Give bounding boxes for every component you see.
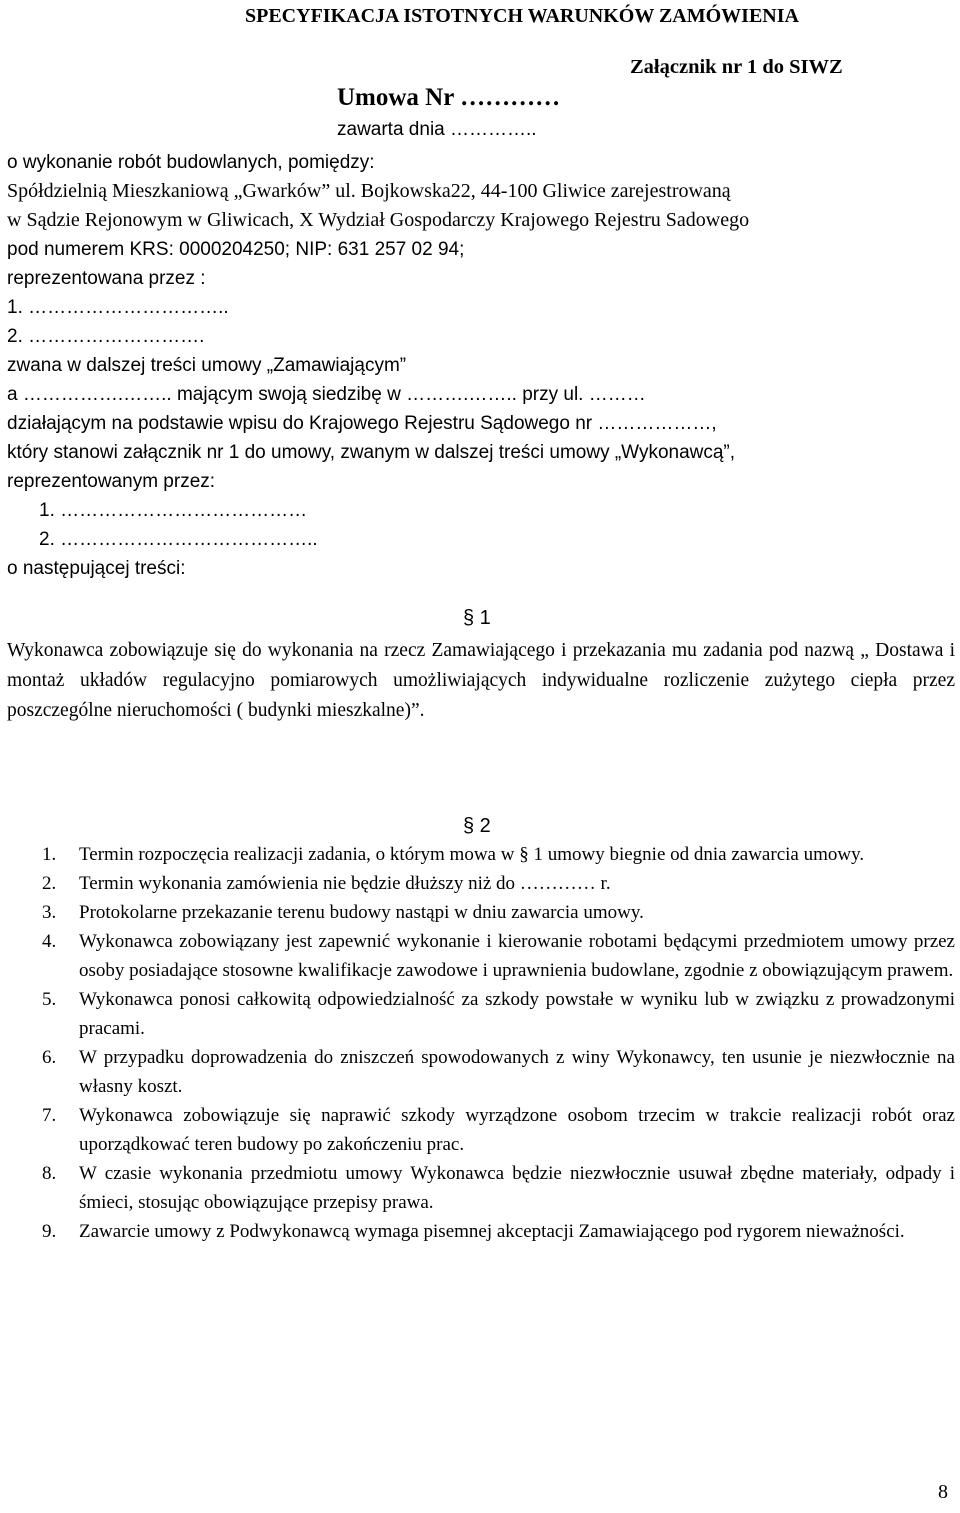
list-item (7, 1217, 955, 1246)
list-item-text: W czasie wykonania przedmiotu umowy Wykonawca będzie niezwłocznie usuwał zbędne materiały, odpady i śmieci, stosując obowiązujące przepisy prawa. (79, 1163, 955, 1213)
contractor-representative-2: 2. ………………………………….. (39, 529, 318, 550)
list-item (7, 1159, 955, 1217)
list-item-number: 5. (42, 989, 57, 1010)
list-item (7, 869, 955, 898)
list-item-number: 6. (42, 1047, 57, 1068)
employer-line-3: pod numerem KRS: 0000204250; NIP: 631 257 02 94; (7, 239, 465, 260)
list-item (7, 840, 955, 869)
list-item-text: Zawarcie umowy z Podwykonawcą wymaga pisemnej akceptacji Zamawiającego pod rygorem nieważności. (79, 1221, 905, 1242)
list-item (7, 898, 955, 927)
contractor-representative-1: 1. ………………………………… (39, 500, 308, 521)
list-item-number: 2. (42, 873, 57, 894)
represented-by: reprezentowana przez : (7, 268, 206, 289)
list-item-number: 4. (42, 931, 57, 952)
section-2-mark: § 2 (463, 815, 491, 837)
list-item-text: Termin rozpoczęcia realizacji zadania, o którym mowa w § 1 umowy biegnie od dnia zawarcia umowy. (79, 844, 865, 865)
list-item-number: 3. (42, 902, 57, 923)
contract-number: Umowa Nr ………… (337, 84, 561, 111)
contractor-line-2: działającym na podstawie wpisu do Krajowego Rejestru Sądowego nr ………………, (7, 413, 717, 434)
list-item-text: Wykonawca zobowiązany jest zapewnić wykonanie i kierowanie robotami będącymi przedmiotem umowy przez osoby posiadające stosowne kwalifikacje zawodowe i uprawnienia budowlane, zgodnie z obowiązującym prawem. (79, 931, 955, 981)
list-item-number: 8. (42, 1163, 57, 1184)
representative-1: 1. ………………………….. (7, 297, 229, 318)
list-item-text: Wykonawca ponosi całkowitą odpowiedzialność za szkody powstałe w wyniku lub w związku z prowadzonymi pracami. (79, 989, 955, 1039)
list-item (7, 1101, 955, 1159)
list-item-text: Termin wykonania zamówienia nie będzie dłuższy niż do ………… r. (79, 873, 611, 894)
list-item-text: Wykonawca zobowiązuje się naprawić szkody wyrządzone osobom trzecim w trakcie realizacji robót oraz uporządkować teren budowy po zakończeniu prac. (79, 1105, 955, 1155)
representative-2: 2. ………………………. (7, 326, 205, 347)
document-header-title: SPECYFIKACJA ISTOTNYCH WARUNKÓW ZAMÓWIENIA (245, 5, 799, 27)
list-item-number: 7. (42, 1105, 57, 1126)
employer-line-1: Spółdzielnią Mieszkaniową „Gwarków” ul. Bojkowska22, 44-100 Gliwice zarejestrowaną (7, 180, 731, 202)
contractor-represented-by: reprezentowanym przez: (7, 471, 216, 492)
contractor-line-3: który stanowi załącznik nr 1 do umowy, zwanym w dalszej treści umowy „Wykonawcą”, (7, 442, 736, 463)
following-content: o następującej treści: (7, 558, 186, 579)
list-item (7, 927, 955, 985)
employer-line-2: w Sądzie Rejonowym w Gliwicach, X Wydział Gospodarczy Krajowego Rejestru Sadowego (7, 209, 750, 231)
contractor-line-1: a …………….…….. mającym swoją siedzibę w ……….…….. przy ul. ……… (7, 384, 646, 405)
page-number: 8 (938, 1481, 948, 1503)
employer-alias: zwana w dalszej treści umowy „Zamawiającym” (7, 355, 407, 376)
parties-block (7, 148, 955, 583)
intro-line: o wykonanie robót budowlanych, pomiędzy: (7, 152, 375, 173)
list-item (7, 985, 955, 1043)
attachment-label: Załącznik nr 1 do SIWZ (630, 56, 843, 78)
section-1-mark: § 1 (463, 607, 491, 629)
list-item-number: 9. (42, 1221, 57, 1242)
list-item-text: W przypadku doprowadzenia do zniszczeń spowodowanych z winy Wykonawcy, ten usunie je niezwłocznie na własny koszt. (79, 1047, 955, 1097)
list-item (7, 1043, 955, 1101)
list-item-text: Protokolarne przekazanie terenu budowy nastąpi w dniu zawarcia umowy. (79, 902, 644, 923)
list-item-number: 1. (42, 844, 57, 865)
section-1-text: Wykonawca zobowiązuje się do wykonania na rzecz Zamawiającego i przekazania mu zadania pod nazwą „ Dostawa i montaż układów regulacyjno pomiarowych umożliwiających indywidualne rozliczenie zużytego ciepła przez poszczególne nieruchomości ( budynki mieszkalne)”. (7, 640, 955, 721)
section-2-list (7, 840, 955, 1246)
concluded-date: zawarta dnia ………….. (337, 119, 537, 140)
